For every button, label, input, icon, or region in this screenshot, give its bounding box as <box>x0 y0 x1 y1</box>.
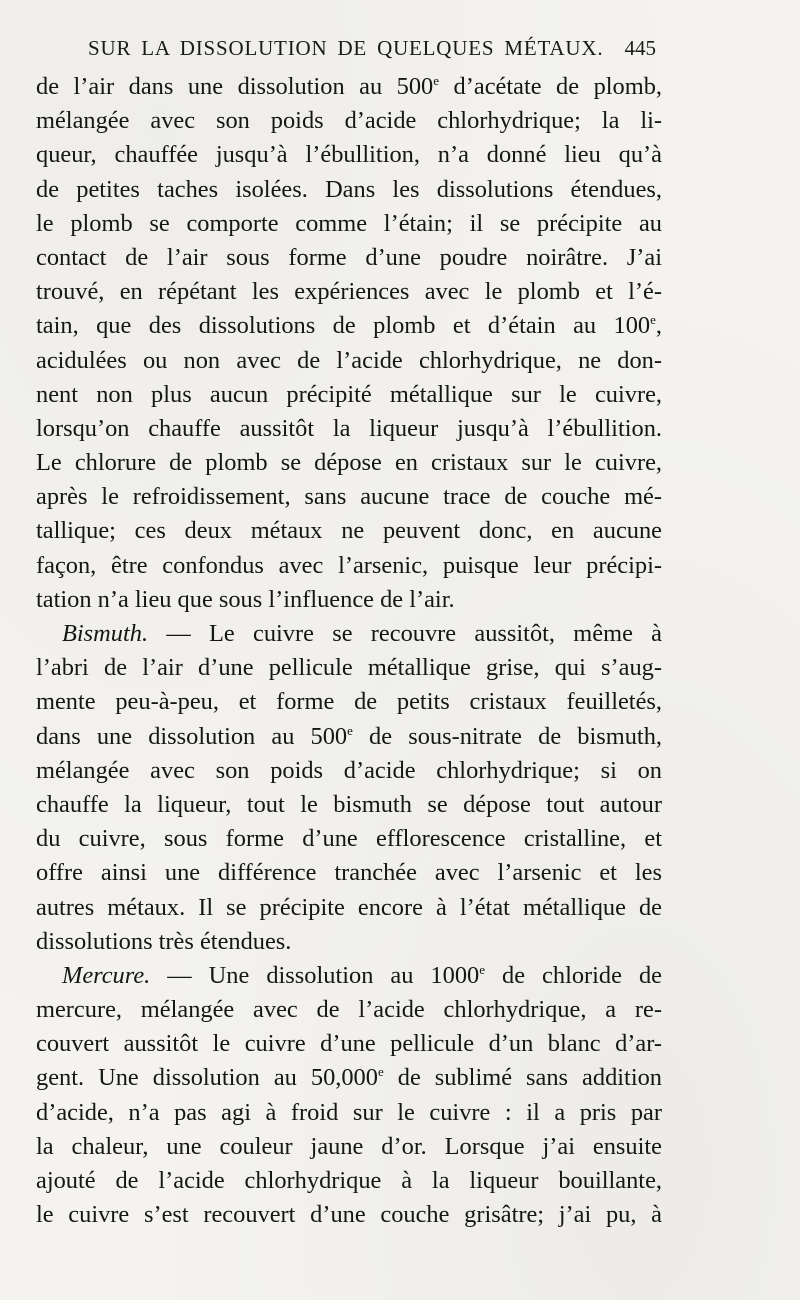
line-text: dans une dissolution au 500 <box>36 722 348 750</box>
line-text: mercure, mélangée avec de l’acide chlorhydrique, a re- <box>36 996 662 1024</box>
line-text: offre ainsi une différence tranchée avec l’arsenic et les <box>36 859 662 887</box>
text-line <box>36 583 662 617</box>
text-line <box>36 685 662 719</box>
ordinal-superscript: e <box>433 73 440 88</box>
ordinal-superscript: e <box>650 312 656 328</box>
text-line <box>36 514 662 548</box>
text-line <box>36 822 662 856</box>
text-line <box>36 925 662 959</box>
text-line <box>36 1096 662 1130</box>
line-text: mélangée avec son poids d’acide chlorhydrique; si on <box>36 756 662 784</box>
line-text: façon, être confondus avec l’arsenic, puisque leur précipi- <box>36 551 662 579</box>
text-line <box>36 173 662 207</box>
line-text: le plomb se comporte comme l’étain; il se précipite au <box>36 209 662 237</box>
line-text: lorsqu’on chauffe aussitôt la liqueur jusqu’à l’ébullition. <box>36 414 662 442</box>
text-line <box>36 856 662 890</box>
line-text: couvert aussitôt le cuivre d’une pellicule d’un blanc d’ar- <box>36 1030 662 1058</box>
body-text <box>36 70 662 1232</box>
line-text: de petites taches isolées. Dans les dissolutions étendues, <box>36 175 662 203</box>
text-line <box>36 959 662 993</box>
text-line <box>36 651 662 685</box>
line-text: tain, que des dissolutions de plomb et d’étain au 100 <box>36 312 651 340</box>
text-line <box>36 788 662 822</box>
text-line <box>36 993 662 1027</box>
text-line <box>36 617 662 651</box>
line-text: queur, chauffée jusqu’à l’ébullition, n’a donné lieu qu’à <box>36 141 662 169</box>
text-line <box>36 412 662 446</box>
section-lead: Mercure. <box>62 961 151 989</box>
text-line <box>36 241 662 275</box>
line-text-continued: d’acétate de plomb, <box>439 73 662 100</box>
line-text: nent non plus aucun précipité métallique sur le cuivre, <box>36 380 662 408</box>
text-line <box>36 891 662 925</box>
page-header <box>88 36 660 72</box>
line-text: mente peu-à-peu, et forme de petits cristaux feuilletés, <box>36 688 662 716</box>
page-number: 445 <box>624 36 656 60</box>
line-text: après le refroidissement, sans aucune trace de couche mé- <box>36 483 662 511</box>
text-line <box>36 344 662 378</box>
line-text: trouvé, en répétant les expériences avec le plomb et l’é- <box>36 278 662 306</box>
line-text: tation n’a lieu que sous l’influence de l’air. <box>36 585 455 613</box>
text-line <box>36 1027 662 1061</box>
section-lead: Bismuth. <box>62 620 149 647</box>
line-text: chauffe la liqueur, tout le bismuth se dépose tout autour <box>36 790 662 818</box>
text-line <box>36 1164 662 1198</box>
text-line <box>36 309 662 343</box>
text-line <box>36 446 662 480</box>
line-text: le cuivre s’est recouvert d’une couche grisâtre; j’ai pu, à <box>36 1201 662 1229</box>
ordinal-superscript: e <box>347 722 353 738</box>
line-text: dissolutions très étendues. <box>36 927 292 955</box>
line-text-continued: , <box>655 312 662 340</box>
text-line <box>36 480 662 514</box>
line-text: tallique; ces deux métaux ne peuvent donc, en aucune <box>36 517 662 545</box>
line-text-continued: de sublimé sans addition <box>383 1064 662 1092</box>
text-line <box>36 1061 662 1095</box>
line-text: — Le cuivre se recouvre aussitôt, même à <box>148 620 662 647</box>
line-text: de l’air dans une dissolution au 500 <box>36 73 434 100</box>
line-text: du cuivre, sous forme d’une efflorescence cristalline, et <box>36 825 662 853</box>
text-line <box>36 207 662 241</box>
line-text: autres métaux. Il se précipite encore à l’état métallique de <box>36 893 662 921</box>
text-line <box>36 138 662 172</box>
text-line <box>36 720 662 754</box>
text-line <box>36 104 662 138</box>
line-text-continued: de sous-nitrate de bismuth, <box>352 722 662 750</box>
line-text: d’acide, n’a pas agi à froid sur le cuivre : il a pris par <box>36 1098 662 1126</box>
line-text: la chaleur, une couleur jaune d’or. Lorsque j’ai ensuite <box>36 1132 662 1160</box>
text-line <box>36 549 662 583</box>
text-line <box>36 275 662 309</box>
text-line <box>36 754 662 788</box>
text-line <box>36 378 662 412</box>
ordinal-superscript: e <box>479 961 485 977</box>
line-text: ajouté de l’acide chlorhydrique à la liqueur bouillante, <box>36 1167 662 1194</box>
text-line <box>36 70 662 104</box>
line-text: l’abri de l’air d’une pellicule métallique grise, qui s’aug- <box>36 654 662 682</box>
line-text: contact de l’air sous forme d’une poudre noirâtre. J’ai <box>36 243 662 271</box>
ordinal-superscript: e <box>377 1064 384 1080</box>
line-text: acidulées ou non avec de l’acide chlorhydrique, ne don- <box>36 346 662 374</box>
line-text-continued: de chloride de <box>485 961 662 989</box>
text-line <box>36 1198 662 1232</box>
text-line <box>36 1130 662 1164</box>
running-title: SUR LA DISSOLUTION DE QUELQUES MÉTAUX. <box>88 36 604 60</box>
line-text: — Une dissolution au 1000 <box>150 961 480 989</box>
line-text: mélangée avec son poids d’acide chlorhydrique; la li- <box>36 107 662 135</box>
line-text: gent. Une dissolution au 50,000 <box>36 1064 378 1092</box>
line-text: Le chlorure de plomb se dépose en cristaux sur le cuivre, <box>36 449 662 477</box>
